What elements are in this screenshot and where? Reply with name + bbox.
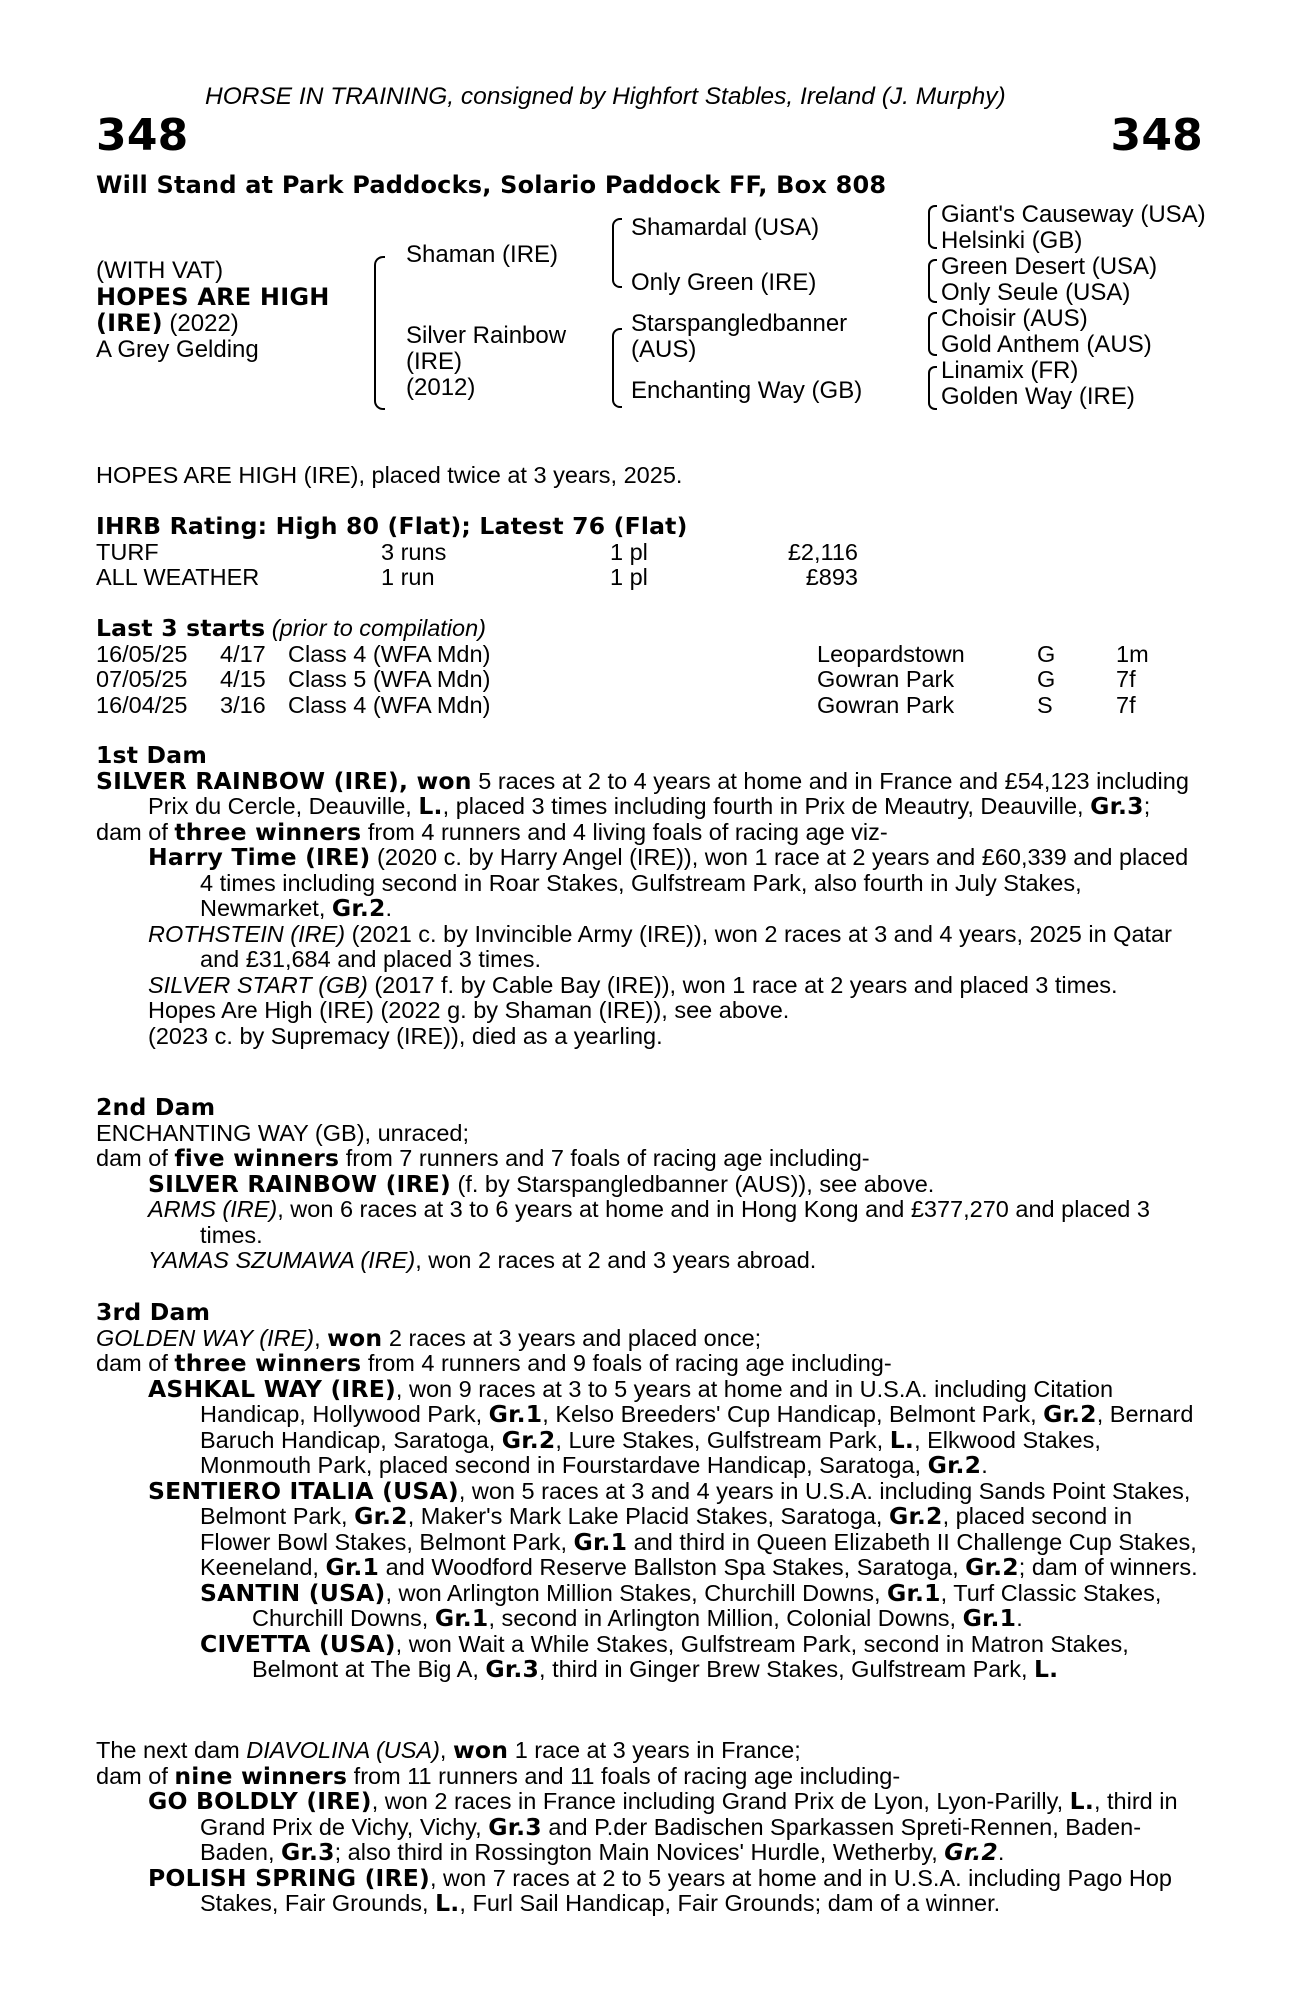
- stand-location: Will Stand at Park Paddocks, Solario Paddock FF, Box 808: [96, 171, 887, 199]
- produce-line: dam of five winners from 7 runners and 7 foals of racing age including-: [96, 1144, 870, 1172]
- rating-heading: IHRB Rating: High 80 (Flat); Latest 76 (Flat): [96, 512, 688, 540]
- produce-item: ASHKAL WAY (IRE), won 9 races at 3 to 5 years at home and in U.S.A. including Citation Handicap, Hollywood Park, Gr.1, Kelso Breeders' Cup Handicap, Belmont Park, Gr.2, Bernard Baruch Handicap, Saratoga, Gr.2, Lure Stakes, Gulfstream Park, L., Elkwood Stakes, Monmouth Park, placed second in Fourstardave Handicap, Saratoga, Gr.2.: [148, 1374, 1194, 1479]
- rating-row: ALL WEATHER 1 run 1 pl £893: [96, 564, 858, 590]
- pedigree-dsd: Gold Anthem (AUS): [941, 331, 1152, 358]
- pedigree-brace-gen1: [374, 256, 385, 410]
- pedigree-brace-sire: [612, 218, 622, 288]
- horse-name: HOPES ARE HIGH: [96, 283, 330, 311]
- third-dam-section: [96, 1300, 1204, 1683]
- produce-item: POLISH SPRING (IRE), won 7 races at 2 to 5 years at home and in U.S.A. including Pago Hop Stakes, Fair Grounds, L., Furl Sail Handicap, Fair Grounds; dam of a winner.: [148, 1863, 1172, 1917]
- produce-item: GO BOLDLY (IRE), won 2 races in France including Grand Prix de Lyon, Lyon-Parilly, L., third in Grand Prix de Vichy, Vichy, Gr.3 and P.der Badischen Sparkassen Spreti-Rennen, Baden-Baden, Gr.3; also third in Rossington Main Novices' Hurdle, Wetherby, Gr.2.: [148, 1787, 1178, 1866]
- produce-list: [96, 845, 1204, 1049]
- pedigree-dds: Linamix (FR): [941, 357, 1079, 384]
- race-summary: HOPES ARE HIGH (IRE), placed twice at 3 years, 2025.: [96, 462, 683, 488]
- pedigree-sds: Green Desert (USA): [941, 253, 1158, 280]
- pedigree-sss: Giant's Causeway (USA): [941, 201, 1206, 228]
- produce-item: SENTIERO ITALIA (USA), won 5 races at 3 and 4 years in U.S.A. including Sands Point Stakes, Belmont Park, Gr.2, Maker's Mark Lake Placid Stakes, Saratoga, Gr.2, placed second in Flower Bowl Stakes, Belmont Park, Gr.1 and third in Queen Elizabeth II Challenge Cup Stakes, Keeneland, Gr.1 and Woodford Reserve Ballston Spa Stakes, Saratoga, Gr.2; dam of winners.: [148, 1476, 1198, 1581]
- start-row: 16/04/25 3/16 Class 4 (WFA Mdn) Gowran Park S 7f: [96, 691, 1136, 718]
- last-starts-heading: Last 3 starts: [96, 614, 266, 642]
- produce-item: SILVER RAINBOW (IRE) (f. by Starspangledbanner (AUS)), see above.: [148, 1169, 935, 1198]
- pedigree-sire-dam: Only Green (IRE): [631, 269, 817, 296]
- lot-number-right: 348: [1110, 110, 1203, 161]
- produce-line: dam of three winners from 4 runners and 4 living foals of racing age viz-: [96, 817, 888, 846]
- produce-item: Harry Time (IRE) (2020 c. by Harry Angel (IRE)), won 1 race at 2 years and £60,339 and placed 4 times including second in Roar Stakes, Gulfstream Park, also fourth in July Stakes, Newmarket, Gr.2.: [148, 843, 1189, 922]
- produce-item: SILVER START (GB) (2017 f. by Cable Bay (IRE)), won 1 race at 2 years and placed 3 times.: [148, 971, 1118, 998]
- produce-line: dam of three winners from 4 runners and 9 foals of racing age including-: [96, 1349, 892, 1377]
- pedigree-dss: Choisir (AUS): [941, 305, 1088, 332]
- produce-item: YAMAS SZUMAWA (IRE), won 2 races at 2 and 3 years abroad.: [148, 1247, 817, 1273]
- pedigree-brace-g3c: [928, 312, 937, 356]
- produce-list: [96, 1169, 1204, 1274]
- page-title: HORSE IN TRAINING, consigned by Highfort Stables, Ireland (J. Murphy): [205, 83, 1006, 110]
- produce-sublist: [148, 1578, 1204, 1683]
- pedigree-brace-g3a: [928, 205, 937, 249]
- section-heading: 1st Dam: [96, 741, 208, 769]
- last-starts-note: (prior to compilation): [265, 615, 486, 641]
- pedigree-ddd: Golden Way (IRE): [941, 383, 1135, 410]
- first-dam-section: [96, 743, 1204, 1049]
- rating-section: [96, 514, 856, 591]
- produce-item: ARMS (IRE), won 6 races at 3 to 6 years at home and in Hong Kong and £377,270 and placed 3 times.: [148, 1196, 1150, 1248]
- section-heading: 3rd Dam: [96, 1298, 211, 1326]
- pedigree-dam: Silver Rainbow (IRE) (2012): [406, 322, 567, 401]
- pedigree-brace-g3b: [928, 259, 937, 303]
- start-row: 07/05/25 4/15 Class 5 (WFA Mdn) Gowran Park G 7f: [96, 666, 1136, 692]
- pedigree-brace-g3d: [928, 366, 937, 410]
- dam-record: The next dam DIAVOLINA (USA), won 1 race at 3 years in France;: [96, 1736, 801, 1764]
- produce-line: dam of nine winners from 11 runners and 11 foals of racing age including-: [96, 1761, 901, 1790]
- pedigree-gen3: [941, 202, 1206, 410]
- horse-identity: [96, 258, 330, 363]
- produce-item: CIVETTA (USA), won Wait a While Stakes, Gulfstream Park, second in Matron Stakes, Belmont at The Big A, Gr.3, third in Ginger Brew Stakes, Gulfstream Park, L.: [200, 1629, 1129, 1683]
- dam-record: SILVER RAINBOW (IRE), won 5 races at 2 to 4 years at home and in France and £54,123 including Prix du Cercle, Deauville, L., placed 3 times including fourth in Prix de Meautry, Deauville, Gr.3;: [96, 766, 1189, 820]
- produce-item: ROTHSTEIN (IRE) (2021 c. by Invincible Army (IRE)), won 2 races at 3 and 4 years, 2025 in Qatar and £31,684 and placed 3 times.: [148, 920, 1172, 972]
- dam-record: ENCHANTING WAY (GB), unraced;: [96, 1119, 470, 1146]
- last-starts-section: [96, 616, 1196, 718]
- produce-item: Hopes Are High (IRE) (2022 g. by Shaman (IRE)), see above.: [148, 997, 790, 1023]
- pedigree-sdd: Only Seule (USA): [941, 279, 1131, 306]
- dam-record: GOLDEN WAY (IRE), won 2 races at 3 years and placed once;: [96, 1323, 762, 1352]
- produce-list: [96, 1374, 1204, 1683]
- produce-item: (2023 c. by Supremacy (IRE)), died as a yearling.: [148, 1022, 663, 1049]
- second-dam-section: [96, 1095, 1204, 1274]
- pedigree-dam-sire: Starspangledbanner (AUS): [631, 310, 848, 363]
- horse-description: A Grey Gelding: [96, 336, 259, 363]
- pedigree-ssd: Helsinki (GB): [941, 227, 1083, 254]
- horse-year: (2022): [162, 310, 239, 337]
- next-dam-section: [96, 1738, 1204, 1917]
- pedigree-dam-dam: Enchanting Way (GB): [631, 377, 863, 404]
- vat-note: (WITH VAT): [96, 257, 224, 284]
- start-row: 16/05/25 4/17 Class 4 (WFA Mdn) Leopardstown G 1m: [96, 640, 1149, 667]
- lot-number-left: 348: [96, 110, 189, 161]
- pedigree-brace-dam: [612, 328, 622, 408]
- pedigree-sire-sire: Shamardal (USA): [631, 214, 820, 241]
- produce-item: SANTIN (USA), won Arlington Million Stakes, Churchill Downs, Gr.1, Turf Classic Stakes, Churchill Downs, Gr.1, second in Arlington Million, Colonial Downs, Gr.1.: [200, 1578, 1162, 1632]
- pedigree-sire: Shaman (IRE): [406, 241, 559, 268]
- horse-suffix: (IRE): [96, 309, 163, 337]
- section-heading: 2nd Dam: [96, 1093, 216, 1121]
- rating-row: TURF 3 runs 1 pl £2,116: [96, 538, 858, 565]
- produce-list: [96, 1789, 1204, 1917]
